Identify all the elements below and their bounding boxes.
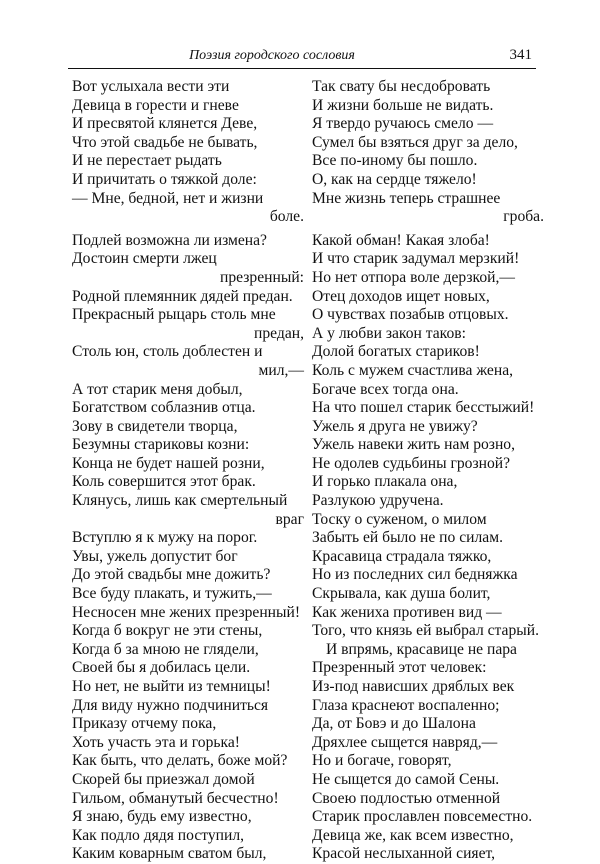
verse-line: Родной племянник дядей предан.	[72, 287, 293, 305]
verse-line: Девица же, как всем известно,	[312, 826, 514, 844]
verse-line: Но нет, не выйти из темницы!	[72, 678, 271, 695]
verse-line: Ужель навеки жить нам розно,	[312, 436, 515, 454]
verse-line: Скорей бы приезжал домой	[72, 770, 255, 788]
verse-line: Вот услыхала вести эти	[72, 78, 230, 95]
verse-line: На что пошел старик бесстыжий!	[312, 399, 535, 417]
verse-line: — Мне, бедной, нет и жизни	[72, 189, 264, 207]
verse-line: Скрывала, как душа болит,	[312, 585, 491, 603]
verse-line: мил,—	[258, 361, 304, 379]
poem-column-right	[312, 78, 544, 864]
verse-line: Красой неслыханной сияет,	[312, 845, 496, 863]
verse-line: Но нет отпора воле дерзкой,—	[312, 268, 515, 286]
verse-line: Как быть, что делать, боже мой?	[72, 752, 288, 770]
verse-line: Ужель я друга не увижу?	[312, 417, 478, 435]
verse-line: Богатством соблазнив отца.	[72, 399, 256, 417]
verse-line: И горько плакала она,	[312, 473, 458, 491]
verse-line: Что этой свадьбе не бывать,	[72, 133, 258, 151]
verse-line: гроба.	[503, 208, 544, 226]
verse-line: И впрямь, красавице не пара	[326, 640, 517, 658]
verse-line: Несносен мне жених презренный!	[72, 603, 301, 621]
verse-line: Когда б вокруг не эти стены,	[72, 622, 263, 640]
verse-line: Но из последних сил бедняжка	[312, 566, 518, 584]
verse-line: Из-под нависших дряблых век	[312, 678, 515, 695]
verse-line: Своею подлостью отменной	[312, 789, 501, 807]
verse-line: Увы, ужель допустит бог	[72, 547, 238, 565]
verse-line: И не перестает рыдать	[72, 152, 222, 170]
verse-line: Своей бы я добилась цели.	[72, 659, 251, 677]
verse-line: презренный:	[220, 268, 304, 286]
verse-line: Коль с мужем счастлива жена,	[312, 361, 514, 379]
verse-line: Достоин смерти лжец	[72, 250, 217, 268]
verse-line: Зову в свидетели творца,	[72, 417, 238, 435]
verse-line: Хоть участь эта и горька!	[72, 733, 240, 751]
verse-line: Долой богатых стариков!	[312, 343, 480, 361]
running-header	[68, 46, 536, 69]
page-number: 341	[509, 47, 532, 63]
poem-column-left	[72, 78, 304, 864]
verse-line: Конца не будет нашей розни,	[72, 454, 265, 472]
verse-line: Для виду нужно подчиниться	[72, 696, 269, 714]
verse-line: Я твердо ручаюсь смело —	[312, 115, 494, 133]
verse-line: Все по-иному бы пошло.	[312, 152, 478, 170]
verse-line: Презренный этот человек:	[312, 659, 487, 677]
verse-line: Вступлю я к мужу на порог.	[72, 529, 258, 547]
verse-line: Отец доходов ищет новых,	[312, 287, 490, 305]
verse-line: Когда б за мною не глядели,	[72, 640, 259, 658]
verse-line: Девица в горести и гневе	[72, 96, 239, 114]
verse-line: Забыть ей было не по силам.	[312, 529, 503, 547]
verse-line: И причитать о тяжкой доле:	[72, 170, 257, 188]
verse-line: Коль совершится этот брак.	[72, 473, 256, 491]
verse-line: И пресвятой клянется Деве,	[72, 115, 258, 133]
verse-line: Мне жизнь теперь страшнее	[312, 189, 501, 207]
verse-line: Столь юн, столь доблестен и	[72, 343, 263, 361]
verse-line: Старик прославлен повсеместно.	[312, 808, 533, 826]
verse-line: Не одолев судьбины грозной?	[312, 454, 511, 472]
verse-line: Да, от Бовэ и до Шалона	[312, 715, 476, 733]
verse-line: Тоску о суженом, о милом	[312, 510, 487, 528]
verse-line: Как жениха противен вид —	[312, 603, 502, 621]
verse-line: О чувствах позабыв отцовых.	[312, 306, 509, 324]
verse-line: Клянусь, лишь как смертельный	[72, 492, 288, 510]
verse-line: Сумел бы взяться друг за дело,	[312, 133, 518, 151]
verse-line: Все буду плакать, и тужить,—	[72, 585, 272, 603]
verse-line: Не сыщется до самой Сены.	[312, 770, 500, 788]
verse-line: И жизни больше не видать.	[312, 96, 494, 114]
verse-line: боле.	[269, 208, 304, 226]
verse-line: Богаче всех тогда она.	[312, 380, 459, 398]
verse-line: Но и богаче, говорят,	[312, 752, 452, 770]
verse-line: Приказу отчему пока,	[72, 715, 217, 733]
verse-line: Того, что князь ей выбрал старый.	[312, 622, 539, 640]
verse-line: Глаза краснеют воспаленно;	[312, 696, 500, 714]
verse-line: Гильом, обманутый бесчестно!	[72, 789, 279, 807]
running-title: Поэзия городского сословия	[189, 48, 355, 63]
verse-line: Безумны стариковы козни:	[72, 436, 250, 454]
verse-line: О, как на сердце тяжело!	[312, 170, 477, 188]
verse-line: Подлей возможна ли измена?	[72, 231, 267, 249]
verse-line: Так свату бы несдобровать	[312, 78, 491, 95]
verse-line: предан,	[254, 324, 304, 342]
verse-line: До этой свадьбы мне дожить?	[72, 566, 271, 584]
verse-line: Разлукою удручена.	[312, 492, 444, 510]
verse-line: Я знаю, будь ему известно,	[72, 808, 252, 826]
verse-line: враг	[275, 510, 304, 528]
verse-line: Как подло дядя поступил,	[72, 826, 245, 844]
verse-line: Каким коварным сватом был,	[72, 845, 267, 863]
verse-line: Прекрасный рыцарь столь мне	[72, 306, 276, 324]
verse-line: А у любви закон таков:	[312, 324, 466, 342]
verse-line: А тот старик меня добыл,	[72, 380, 243, 398]
verse-line: Дряхлее сыщется навряд,—	[312, 733, 498, 751]
verse-line: И что старик задумал мерзкий!	[312, 250, 520, 268]
verse-line: Какой обман! Какая злоба!	[312, 231, 490, 249]
verse-line: Красавица страдала тяжко,	[312, 547, 492, 565]
